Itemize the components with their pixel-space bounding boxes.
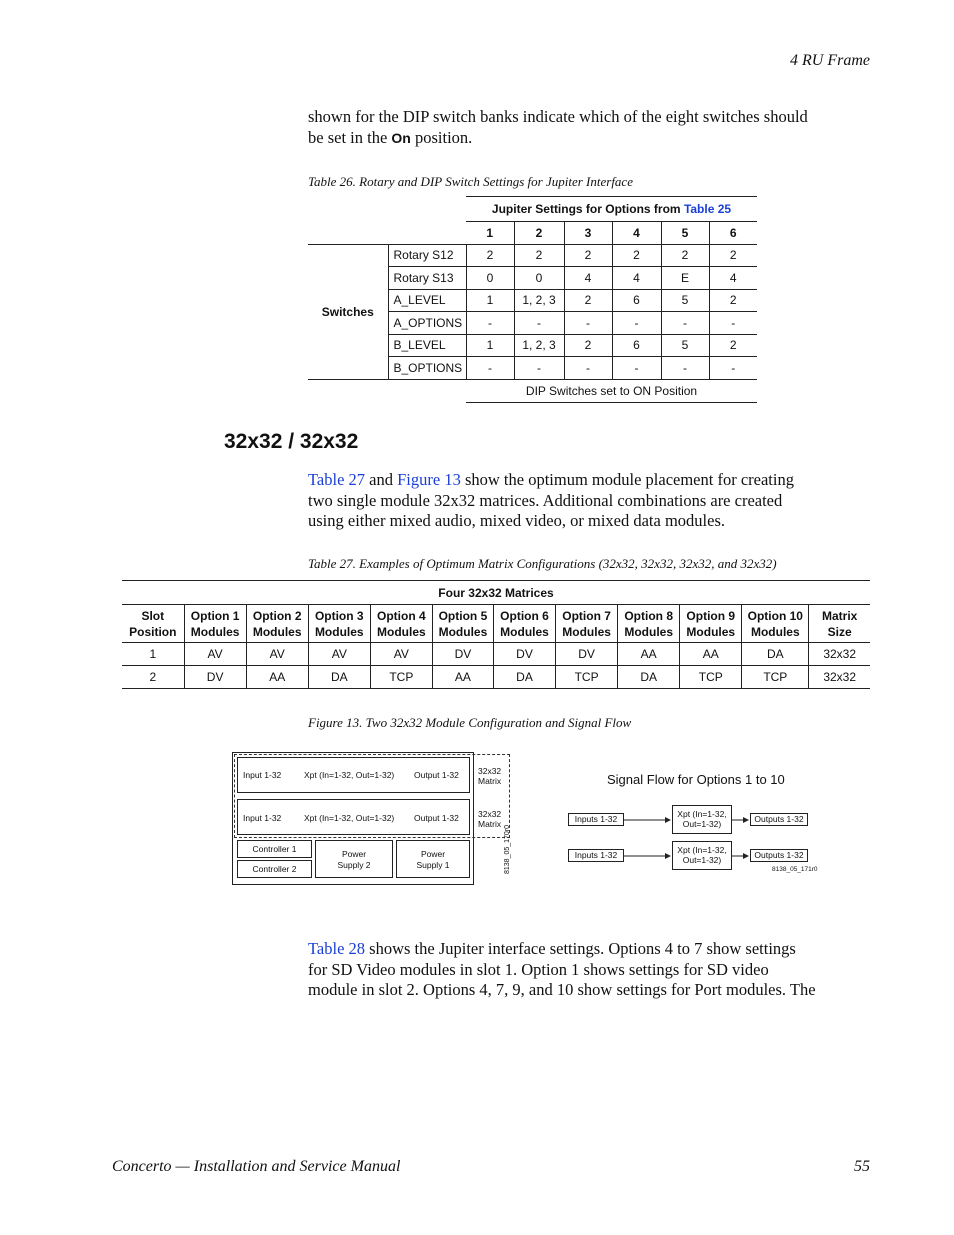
col-header	[308, 605, 370, 643]
col-header-line: Size	[827, 624, 852, 639]
row-label: A_LEVEL	[388, 289, 466, 312]
running-header: 4 RU Frame	[790, 52, 870, 69]
matrix-row-1	[237, 757, 470, 793]
cell: -	[466, 357, 514, 380]
xpt-box-1	[672, 805, 732, 834]
cell: AV	[370, 643, 432, 666]
xpt-label: Xpt (In=1-32, Out=1-32)	[304, 813, 395, 823]
table-row	[122, 666, 870, 689]
footer-title: Concerto — Installation and Service Manual	[112, 1158, 401, 1175]
col-header-line: Position	[129, 624, 177, 639]
cell: -	[661, 357, 709, 380]
table-26-caption: Table 26. Rotary and DIP Switch Settings for Jupiter Interface	[308, 174, 633, 189]
cell: 5	[661, 334, 709, 357]
col-header-line: Modules	[314, 624, 364, 639]
table-row	[308, 244, 757, 267]
table-26-blank-3	[308, 379, 466, 402]
cell: AA	[432, 666, 493, 689]
xpt-line: Out=1-32)	[682, 819, 722, 829]
table-25-link[interactable]: Table 25	[683, 202, 732, 216]
controller-2: Controller 2	[237, 860, 312, 878]
table-26-footnote: DIP Switches set to ON Position	[466, 379, 757, 402]
col-header-line: Option 9	[686, 608, 736, 623]
cell: DV	[556, 643, 618, 666]
table-26	[308, 196, 757, 403]
cell: 2	[564, 334, 612, 357]
cell: 2	[729, 248, 737, 263]
figure-13	[232, 750, 818, 890]
col-header: 5	[661, 222, 709, 245]
on-keyword: On	[391, 129, 411, 146]
cell: -	[731, 360, 736, 375]
cell: 32x32	[823, 647, 857, 661]
col-header-line: Option 6	[500, 608, 549, 623]
col-header-line: Modules	[252, 624, 302, 639]
cell: AV	[184, 643, 246, 666]
figure-code-left: 8138_05_170r0	[504, 824, 511, 874]
intro-text-end: position.	[410, 127, 473, 147]
cell: 1	[466, 334, 514, 357]
ps-label: Supply 1	[416, 860, 450, 870]
signal-flow-title: Signal Flow for Options 1 to 10	[607, 772, 785, 787]
intro-paragraph	[308, 107, 870, 148]
cell: 2	[564, 244, 612, 267]
xpt-line: Xpt (In=1-32,	[677, 845, 727, 855]
cell: 2	[661, 244, 709, 267]
cell: 2	[729, 293, 737, 308]
para3-line-3: module in slot 2. Options 4, 7, 9, and 10 show settings for Port modules. The	[308, 980, 816, 999]
cell: -	[466, 312, 514, 335]
paragraph-32x32	[308, 470, 870, 532]
cell: -	[564, 312, 612, 335]
row-label: Rotary S13	[388, 267, 466, 290]
cell: DA	[308, 666, 370, 689]
matrix-label-2	[478, 809, 501, 829]
col-header	[432, 605, 493, 643]
para3-line-2: for SD Video modules in slot 1. Option 1 shows settings for SD video	[308, 959, 769, 979]
intro-text: be set in the	[308, 127, 392, 147]
cell: -	[514, 312, 564, 335]
col-header	[493, 605, 555, 643]
table-27	[122, 580, 870, 689]
cell: 6	[612, 289, 661, 312]
col-header	[618, 605, 680, 643]
col-header-line: Modules	[624, 624, 673, 639]
cell: AA	[680, 643, 742, 666]
cell: DA	[742, 643, 809, 666]
cell: E	[661, 267, 709, 290]
xpt-line: Xpt (In=1-32,	[677, 809, 727, 819]
outputs-box-2: Outputs 1-32	[750, 849, 808, 862]
cell: TCP	[742, 666, 809, 689]
col-header	[556, 605, 618, 643]
cell: 4	[729, 270, 737, 285]
col-header-line: Matrix	[822, 608, 858, 623]
cell: DV	[432, 643, 493, 666]
cell: -	[731, 315, 736, 330]
col-header-line: Modules	[750, 624, 800, 639]
matrix-label-line: 32x32	[478, 809, 502, 819]
output-label: Output 1-32	[414, 770, 459, 780]
row-label: Rotary S12	[388, 244, 466, 267]
xpt-line: Out=1-32)	[682, 855, 722, 865]
cell: 2	[564, 289, 612, 312]
cell: 2	[729, 338, 737, 353]
ps-label: Power	[341, 849, 367, 859]
col-header	[122, 605, 184, 643]
col-header-line: Option 4	[377, 608, 426, 623]
para2-line-2: two single module 32x32 matrices. Additional combinations are created	[308, 490, 783, 510]
col-header-line: Option 8	[624, 608, 673, 623]
cell: 4	[612, 267, 661, 290]
cell: 0	[514, 267, 564, 290]
outputs-box-1: Outputs 1-32	[750, 813, 808, 826]
col-header-line: Modules	[686, 624, 736, 639]
col-header-line: Modules	[500, 624, 549, 639]
cell: 5	[661, 289, 709, 312]
cell: DA	[493, 666, 555, 689]
para3-line-1	[308, 939, 870, 960]
page-number: 55	[854, 1158, 870, 1175]
col-header-line: Option 3	[314, 608, 364, 623]
table-26-title-text: Jupiter Settings for Options from	[491, 202, 684, 216]
controller-1: Controller 1	[237, 840, 312, 858]
output-label: Output 1-32	[414, 813, 459, 823]
col-header	[680, 605, 742, 643]
para3-text: shows the Jupiter interface settings. Options 4 to 7 show settings	[365, 939, 796, 958]
col-header	[742, 605, 809, 643]
ps-label: Power	[420, 849, 446, 859]
figure-13-link[interactable]: Figure 13	[397, 470, 461, 489]
para2-text: and	[365, 470, 398, 489]
col-header: 2	[514, 222, 564, 245]
table-26-blank-2	[308, 222, 466, 245]
power-supply-1	[396, 840, 470, 878]
cell: TCP	[556, 666, 618, 689]
cell: DA	[618, 666, 680, 689]
col-header-line: Slot	[141, 608, 165, 623]
matrix-label-1	[478, 766, 501, 786]
cell: AV	[246, 643, 308, 666]
ps-label: Supply 2	[337, 860, 371, 870]
xpt-box-2	[672, 841, 732, 870]
table-27-link[interactable]: Table 27	[308, 470, 366, 489]
intro-line-2	[308, 128, 870, 149]
cell: 2	[514, 244, 564, 267]
cell: TCP	[680, 666, 742, 689]
cell: -	[612, 312, 661, 335]
input-label: Input 1-32	[243, 770, 282, 780]
col-header	[184, 605, 246, 643]
inputs-box-1: Inputs 1-32	[568, 813, 624, 826]
table-27-header-row	[122, 605, 870, 643]
para2-text-2: show the optimum module placement for creating	[460, 470, 794, 489]
col-header: 3	[564, 222, 612, 245]
matrix-row-2	[237, 799, 470, 835]
figure-code-right: 8138_05_171r0	[772, 866, 818, 873]
paragraph-jupiter	[308, 939, 870, 1001]
cell: -	[661, 312, 709, 335]
matrix-label-line: Matrix	[478, 819, 502, 829]
col-header-line: Modules	[562, 624, 611, 639]
xpt-label: Xpt (In=1-32, Out=1-32)	[304, 770, 395, 780]
group-label: Switches	[308, 244, 388, 379]
table-27-caption: Table 27. Examples of Optimum Matrix Configurations (32x32, 32x32, 32x32, and 32x32)	[308, 556, 777, 571]
cell: 2	[466, 244, 514, 267]
intro-line-1: shown for the DIP switch banks indicate which of the eight switches should	[308, 107, 808, 126]
figure-13-caption: Figure 13. Two 32x32 Module Configuration and Signal Flow	[308, 715, 632, 730]
matrix-label-line: 32x32	[478, 766, 502, 776]
row-label: A_OPTIONS	[388, 312, 466, 335]
row-label: B_LEVEL	[388, 334, 466, 357]
col-header-line: Option 10	[747, 608, 803, 623]
cell: 32x32	[823, 670, 857, 684]
col-header	[370, 605, 432, 643]
input-label: Input 1-32	[243, 813, 282, 823]
cell: AA	[246, 666, 308, 689]
cell: AV	[308, 643, 370, 666]
col-header-line: Option 2	[252, 608, 302, 623]
row-label: B_OPTIONS	[388, 357, 466, 380]
col-header: 4	[612, 222, 661, 245]
para2-line-1	[308, 470, 870, 491]
cell: 1, 2, 3	[514, 334, 564, 357]
col-header: 6	[729, 225, 737, 240]
cell: TCP	[370, 666, 432, 689]
cell: 0	[466, 267, 514, 290]
cell: 2	[122, 666, 184, 689]
col-header: 1	[466, 222, 514, 245]
col-header	[809, 605, 870, 643]
cell: -	[564, 357, 612, 380]
cell: 4	[564, 267, 612, 290]
cell: -	[514, 357, 564, 380]
table-26-title	[466, 197, 757, 222]
section-heading: 32x32 / 32x32	[224, 430, 359, 453]
col-header-line: Option 1	[190, 608, 240, 623]
table-27-title: Four 32x32 Matrices	[438, 585, 554, 600]
col-header-line: Option 7	[562, 608, 611, 623]
power-supply-2	[315, 840, 393, 878]
cell: -	[612, 357, 661, 380]
cell: 1, 2, 3	[514, 289, 564, 312]
col-header-line: Modules	[438, 624, 488, 639]
matrix-label-line: Matrix	[478, 776, 502, 786]
col-header-line: Modules	[190, 624, 240, 639]
inputs-box-2: Inputs 1-32	[568, 849, 624, 862]
table-28-link[interactable]: Table 28	[308, 939, 366, 958]
table-26-blank	[308, 197, 466, 222]
table-row	[122, 643, 870, 666]
para2-line-3: using either mixed audio, mixed video, or mixed data modules.	[308, 511, 725, 530]
cell: DV	[184, 666, 246, 689]
cell: 6	[612, 334, 661, 357]
cell: 1	[466, 289, 514, 312]
col-header-line: Option 5	[438, 608, 488, 623]
col-header	[246, 605, 308, 643]
cell: 1	[122, 643, 184, 666]
cell: AA	[618, 643, 680, 666]
cell: DV	[493, 643, 555, 666]
cell: 2	[612, 244, 661, 267]
col-header-line: Modules	[377, 624, 426, 639]
